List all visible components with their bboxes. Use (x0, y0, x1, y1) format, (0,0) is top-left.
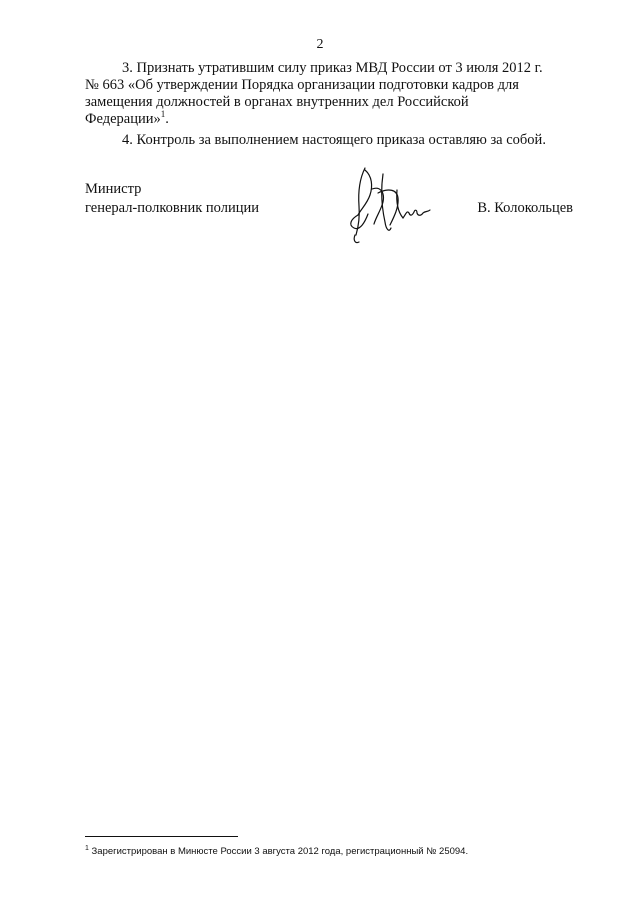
word: для (497, 77, 519, 93)
word: утверждении (156, 77, 238, 93)
signature-stroke (358, 170, 372, 215)
signatory-rank: генерал-полковник полиции (85, 200, 260, 216)
paragraph-3-line-4-text: Федерации» (85, 111, 161, 127)
signature-stroke (397, 190, 403, 218)
paragraph-3-line-1: 3. Признать утратившим силу приказ МВД России от 3 июля 2012 г. (122, 60, 543, 76)
signature-icon (343, 162, 435, 248)
signature-stroke (403, 210, 430, 218)
page-number: 2 (316, 37, 324, 52)
word: подготовки (378, 77, 449, 93)
word: в (233, 94, 241, 110)
word: должностей (156, 94, 231, 110)
signature-stroke (356, 168, 365, 235)
paragraph-3-line-4-end: . (165, 111, 169, 127)
word: Российской (397, 94, 469, 110)
footnote-text: Зарегистрирован в Минюсте России 3 августа 2012 года, регистрационный № 25094. (88, 846, 469, 857)
paragraph-4 (85, 132, 575, 149)
word: дел (372, 94, 394, 110)
footnote-marker: 1 (85, 844, 89, 852)
word: «Об (127, 77, 153, 93)
word: организации (297, 77, 376, 93)
word: внутренних (296, 94, 369, 110)
word: органах (244, 94, 293, 110)
word: Порядка (241, 77, 294, 93)
paragraph-3-line-2 (85, 77, 575, 94)
footnote-reference: 1 (160, 109, 166, 120)
footnote-separator (85, 836, 238, 837)
paragraph-3-line-3 (85, 94, 575, 111)
word: № 663 (85, 77, 125, 93)
signatory-name: В. Колокольцев (477, 200, 573, 216)
word: кадров (452, 77, 495, 93)
paragraph-3-line-4 (85, 111, 575, 128)
footnote (85, 846, 565, 858)
word: замещения (85, 94, 153, 110)
paragraph-3 (85, 60, 575, 128)
signature-stroke (354, 235, 359, 243)
paragraph-4-text: 4. Контроль за выполнением настоящего приказа оставляю за собой. (122, 132, 546, 148)
signatory-title: Министр (85, 181, 142, 197)
signature-block (85, 180, 575, 250)
